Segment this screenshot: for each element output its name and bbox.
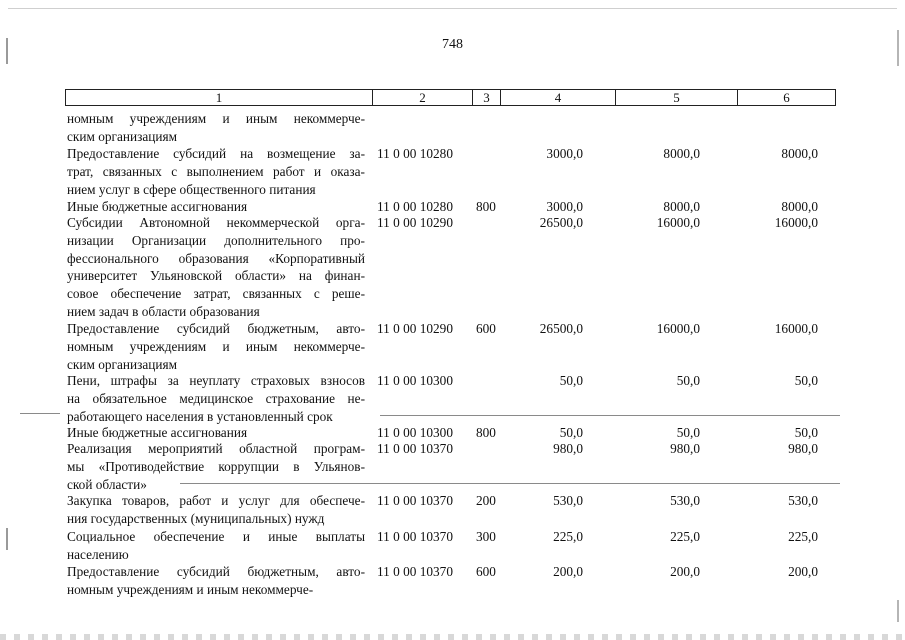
budget-code: 11 0 00 10280 <box>377 199 453 214</box>
description-line: Иные бюджетные ассигнования <box>67 425 248 440</box>
row-description <box>67 492 365 528</box>
row-description <box>67 563 365 599</box>
budget-code: 11 0 00 10370 <box>377 529 453 544</box>
budget-code: 11 0 00 10290 <box>377 321 453 336</box>
description-line: Предоставление субсидий на возмещение за- <box>67 146 365 161</box>
description-line: Реализация мероприятий областной програм- <box>67 441 365 456</box>
scan-bottom-edge <box>0 634 905 640</box>
scan-mark <box>6 528 8 550</box>
expense-type: 200 <box>476 493 496 508</box>
value-col-5: 16000,0 <box>656 321 700 336</box>
description-line: Иные бюджетные ассигнования <box>67 199 248 214</box>
description-line: низации Организации дополнительного про- <box>67 232 365 248</box>
value-col-6: 16000,0 <box>774 215 818 230</box>
value-col-5: 8000,0 <box>663 146 700 161</box>
row-description <box>67 214 365 321</box>
value-col-4: 50,0 <box>559 373 583 388</box>
value-col-6: 8000,0 <box>781 146 818 161</box>
row-description <box>67 320 365 373</box>
table-header <box>65 89 836 106</box>
budget-code: 11 0 00 10300 <box>377 373 453 388</box>
description-line: фессионального образования «Корпоративный <box>67 250 365 266</box>
description-line: работающего населения в установленный срок <box>67 408 333 424</box>
value-col-6: 200,0 <box>788 564 818 579</box>
column-header-4: 4 <box>501 90 616 105</box>
value-col-6: 980,0 <box>788 441 818 456</box>
expense-type: 600 <box>476 564 496 579</box>
value-col-6: 50,0 <box>794 373 818 388</box>
description-line: номным учреждениям и иным некоммерче- <box>67 581 314 597</box>
column-header-5: 5 <box>616 90 738 105</box>
row-description <box>67 145 365 198</box>
row-description <box>67 372 365 425</box>
budget-code: 11 0 00 10370 <box>377 564 453 579</box>
expense-type: 800 <box>476 425 496 440</box>
scan-dash-line <box>180 483 840 484</box>
budget-code: 11 0 00 10370 <box>377 493 453 508</box>
description-line: номным учреждениям и иным некоммерче- <box>67 338 365 354</box>
description-line: населению <box>67 546 129 562</box>
expense-type: 600 <box>476 321 496 336</box>
budget-code: 11 0 00 10290 <box>377 215 453 230</box>
description-line: Пени, штрафы за неуплату страховых взносов <box>67 373 365 388</box>
value-col-4: 980,0 <box>553 441 583 456</box>
value-col-5: 8000,0 <box>663 199 700 214</box>
value-col-4: 26500,0 <box>539 321 583 336</box>
description-line: Предоставление субсидий бюджетным, авто- <box>67 321 365 336</box>
value-col-4: 225,0 <box>553 529 583 544</box>
row-description <box>67 440 365 493</box>
description-line: номным учреждениям и иным некоммерче- <box>67 111 365 126</box>
description-line: нием услуг в сфере общественного питания <box>67 181 316 197</box>
value-col-6: 530,0 <box>788 493 818 508</box>
value-col-4: 3000,0 <box>546 146 583 161</box>
row-description <box>67 528 365 564</box>
description-line: Субсидии Автономной некоммерческой орга- <box>67 215 365 230</box>
value-col-4: 3000,0 <box>546 199 583 214</box>
value-col-5: 50,0 <box>676 425 700 440</box>
value-col-5: 530,0 <box>670 493 700 508</box>
column-header-1: 1 <box>66 90 373 105</box>
value-col-4: 26500,0 <box>539 215 583 230</box>
column-header-3: 3 <box>473 90 501 105</box>
expense-type: 800 <box>476 199 496 214</box>
value-col-6: 16000,0 <box>774 321 818 336</box>
description-line: ния государственных (муниципальных) нужд <box>67 510 325 526</box>
description-line: Предоставление субсидий бюджетным, авто- <box>67 564 365 579</box>
value-col-6: 50,0 <box>794 425 818 440</box>
value-col-4: 530,0 <box>553 493 583 508</box>
scan-dash-line <box>20 413 60 414</box>
budget-code: 11 0 00 10370 <box>377 441 453 456</box>
value-col-4: 200,0 <box>553 564 583 579</box>
scan-mark <box>897 600 899 622</box>
column-header-6: 6 <box>783 90 790 105</box>
scan-top-edge <box>8 8 897 9</box>
value-col-6: 225,0 <box>788 529 818 544</box>
value-col-6: 8000,0 <box>781 199 818 214</box>
budget-code: 11 0 00 10280 <box>377 146 453 161</box>
description-line: Социальное обеспечение и иные выплаты <box>67 529 365 544</box>
scan-dash-line <box>380 415 840 416</box>
description-line: ским организациям <box>67 356 178 372</box>
page-number: 748 <box>442 37 463 52</box>
budget-code: 11 0 00 10300 <box>377 425 453 440</box>
description-line: Закупка товаров, работ и услуг для обеспече- <box>67 493 365 508</box>
value-col-4: 50,0 <box>559 425 583 440</box>
value-col-5: 200,0 <box>670 564 700 579</box>
value-col-5: 980,0 <box>670 441 700 456</box>
description-line: на обязательное медицинское страхование не- <box>67 390 365 406</box>
value-col-5: 16000,0 <box>656 215 700 230</box>
value-col-5: 50,0 <box>676 373 700 388</box>
description-line: университет Ульяновской области» на финан- <box>67 268 365 284</box>
expense-type: 300 <box>476 529 496 544</box>
value-col-5: 225,0 <box>670 529 700 544</box>
description-line: нием задач в области образования <box>67 303 260 319</box>
column-header-2: 2 <box>373 90 473 105</box>
description-line: трат, связанных с выполнением работ и оказа- <box>67 163 365 179</box>
description-line: ским организациям <box>67 128 178 144</box>
description-line: мы «Противодействие коррупции в Ульянов- <box>67 458 365 474</box>
row-description <box>67 110 365 146</box>
description-line: ской области» <box>67 476 147 492</box>
description-line: совое обеспечение затрат, связанных с реше- <box>67 286 365 302</box>
